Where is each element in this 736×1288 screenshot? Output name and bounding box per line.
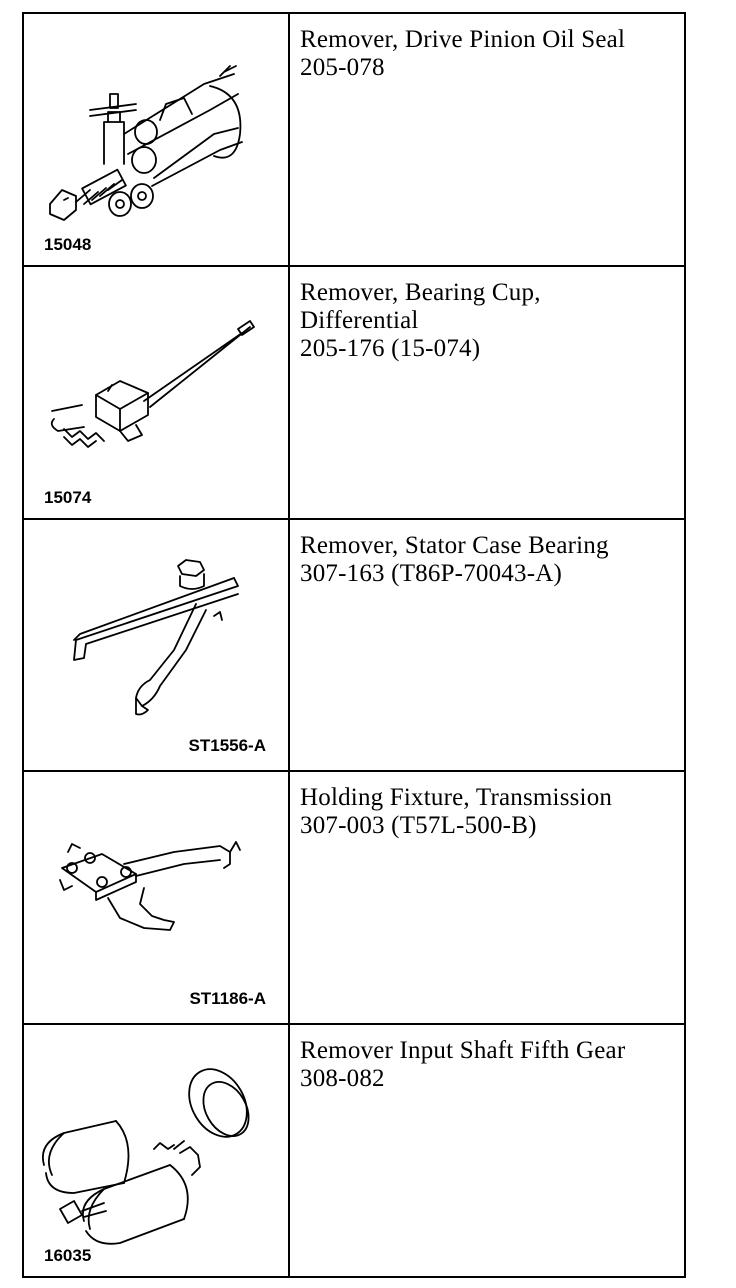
fifth-gear-remover-icon xyxy=(24,1025,290,1275)
tool-description-cell xyxy=(290,267,684,518)
bearing-cup-remover-icon xyxy=(24,267,290,517)
tool-row xyxy=(24,772,684,1025)
figure-label: ST1186-A xyxy=(189,989,266,1009)
tool-name: Remover, Drive Pinion Oil Seal xyxy=(300,26,626,53)
tool-number: 205-176 (15-074) xyxy=(300,334,481,362)
tool-name-continued: Differential xyxy=(300,306,419,334)
figure-label: 15048 xyxy=(44,234,92,254)
tool-description-cell xyxy=(290,520,684,771)
tool-figure-cell xyxy=(24,520,290,771)
stator-bearing-remover-icon xyxy=(24,520,290,770)
holding-fixture-icon xyxy=(24,772,290,1022)
figure-label: 16035 xyxy=(44,1245,92,1265)
figure-label: 15074 xyxy=(44,487,92,507)
tool-row xyxy=(24,520,684,773)
pinion-seal-remover-icon xyxy=(24,14,290,264)
tool-figure-cell xyxy=(24,772,290,1023)
tool-name: Remover, Stator Case Bearing xyxy=(300,531,609,559)
tool-name: Remover, Bearing Cup, xyxy=(300,278,541,306)
tool-figure-cell xyxy=(24,14,290,265)
tool-figure-cell xyxy=(24,267,290,518)
tool-name: Holding Fixture, Transmission xyxy=(300,784,613,812)
tool-figure-cell xyxy=(24,1025,290,1276)
special-tools-table xyxy=(22,12,686,1278)
tool-number: 308-082 xyxy=(300,1065,385,1093)
tool-row xyxy=(24,14,684,267)
tool-number: 307-163 (T86P-70043-A) xyxy=(300,559,563,587)
tool-number: 307-003 (T57L-500-B) xyxy=(300,812,537,840)
tool-row xyxy=(24,267,684,520)
tool-description-cell xyxy=(290,1025,684,1276)
tool-description-cell xyxy=(290,772,684,1023)
tool-number: 205-078 xyxy=(300,54,385,81)
tool-row xyxy=(24,1025,684,1276)
tool-name: Remover Input Shaft Fifth Gear xyxy=(300,1037,626,1065)
tool-description-cell xyxy=(290,14,684,265)
figure-label: ST1556-A xyxy=(188,736,266,756)
